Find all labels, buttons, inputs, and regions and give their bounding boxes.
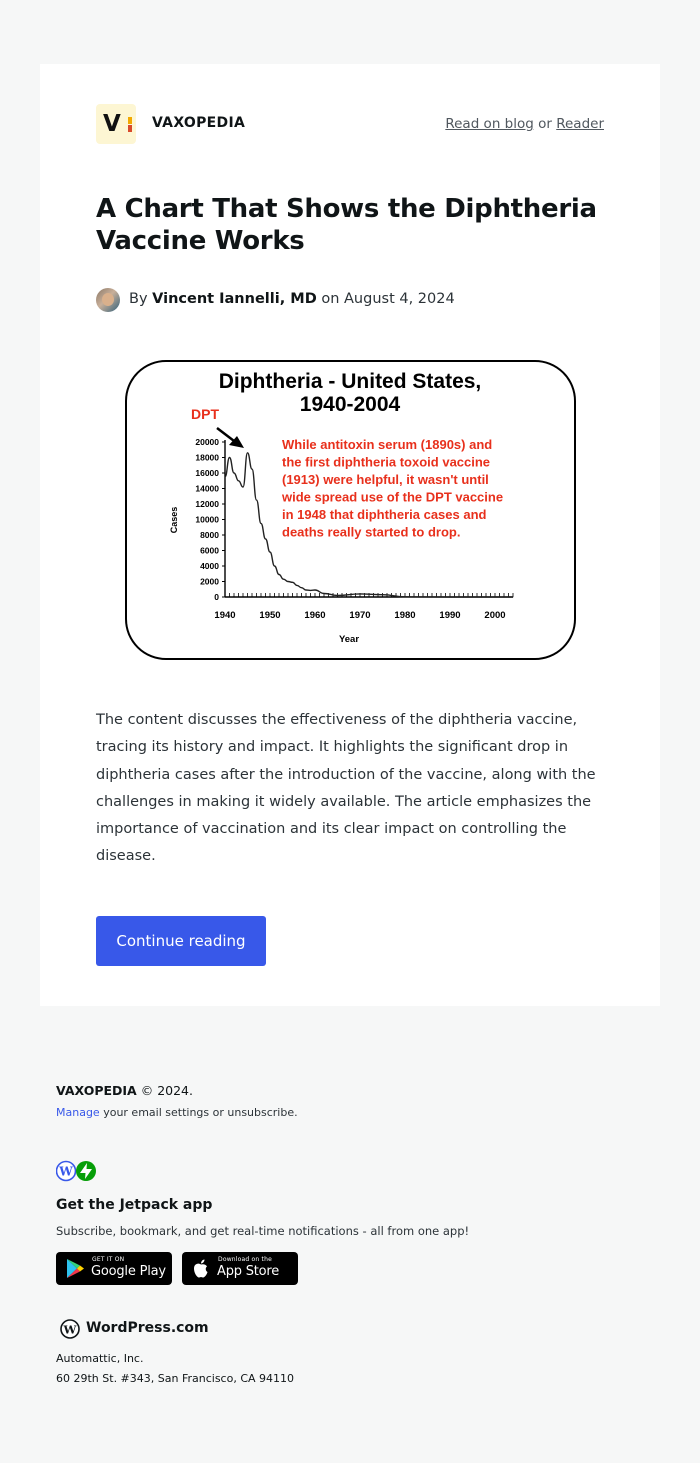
chart-y-label: Cases xyxy=(169,506,179,534)
jetpack-subtitle: Subscribe, bookmark, and get real-time notifications - all from one app! xyxy=(56,1224,470,1238)
company-address: 60 29th St. #343, San Francisco, CA 94110 xyxy=(56,1372,295,1385)
author-name: Vincent Iannelli, MD xyxy=(152,291,317,307)
chart-y-tick-label: 10000 xyxy=(195,514,219,525)
chart-data-point xyxy=(306,590,307,591)
chart-data-point xyxy=(301,587,302,588)
chart-data-point xyxy=(513,597,514,598)
chart-data-point xyxy=(261,523,262,524)
footer-copyright xyxy=(56,1083,193,1098)
footer-manage-line xyxy=(56,1106,298,1119)
manage-rest-text: your email settings or unsubscribe. xyxy=(103,1106,298,1119)
byline-on: on xyxy=(321,291,340,307)
chart-data-point xyxy=(315,590,316,591)
site-logo[interactable] xyxy=(96,104,136,144)
chart-data-point xyxy=(297,585,298,586)
google-play-label: Google Play xyxy=(91,1264,166,1279)
svg-text:W: W xyxy=(59,1164,73,1179)
chart-data-point xyxy=(279,574,280,575)
chart-data-point xyxy=(450,597,451,598)
byline-text xyxy=(129,291,455,307)
app-store-button[interactable] xyxy=(182,1252,298,1285)
post-title[interactable]: A Chart That Shows the Diphtheria Vaccine Works xyxy=(96,194,597,256)
reader-link[interactable]: Reader xyxy=(556,116,604,132)
chart-annotation-line: deaths really started to drop. xyxy=(282,524,461,540)
chart-data-point xyxy=(256,500,257,501)
chart-data-point xyxy=(252,469,253,470)
read-on-blog-link[interactable]: Read on blog xyxy=(445,116,534,132)
chart-y-tick-label: 18000 xyxy=(195,452,219,463)
chart-annotation-line: (1913) were helpful, it wasn't until xyxy=(282,472,489,487)
chart-annotation-line: in 1948 that diphtheria cases and xyxy=(282,507,487,522)
chart-data-point xyxy=(324,593,325,594)
chart-data-point xyxy=(247,452,248,453)
byline-by: By xyxy=(129,291,148,307)
diphtheria-chart xyxy=(125,360,576,660)
footer-site-name[interactable]: VAXOPEDIA xyxy=(56,1083,137,1098)
company-name: Automattic, Inc. xyxy=(56,1352,144,1365)
author-avatar xyxy=(96,288,120,312)
chart-data-point xyxy=(360,594,361,595)
chart-data-point xyxy=(229,457,230,458)
chart-data-point xyxy=(382,594,383,595)
app-store-label: App Store xyxy=(217,1264,280,1279)
site-header xyxy=(96,104,604,144)
chart-data-point xyxy=(495,597,496,598)
google-play-icon xyxy=(65,1258,85,1279)
chart-x-tick-label: 2000 xyxy=(484,610,506,621)
footer-copyright-year: © 2024. xyxy=(140,1083,193,1098)
chart-y-tick-label: 4000 xyxy=(200,561,219,571)
featured-chart-image[interactable] xyxy=(125,360,576,660)
chart-annotation-line: While antitoxin serum (1890s) and xyxy=(282,437,493,452)
email-card xyxy=(40,64,660,1006)
chart-x-tick-label: 1980 xyxy=(394,610,416,621)
manage-link[interactable]: Manage xyxy=(56,1106,100,1119)
continue-reading-button[interactable]: Continue reading xyxy=(96,916,266,966)
wordpress-com-label: WordPress.com xyxy=(86,1320,209,1336)
chart-data-point xyxy=(234,473,235,474)
chart-x-tick-label: 1940 xyxy=(214,610,236,621)
chart-data-point xyxy=(310,590,311,591)
wordpress-logo-icon xyxy=(60,1319,80,1339)
chart-y-tick-label: 2000 xyxy=(200,576,219,587)
chart-data-point xyxy=(288,581,289,582)
chart-data-point xyxy=(292,582,293,583)
chart-y-tick-label: 12000 xyxy=(195,499,219,509)
wordpress-jetpack-icons xyxy=(56,1160,98,1182)
chart-data-point xyxy=(274,566,275,567)
chart-data-point xyxy=(405,596,406,597)
chart-data-point xyxy=(243,487,244,488)
app-store-small: Download on the xyxy=(218,1256,272,1263)
chart-x-label: Year xyxy=(338,634,360,645)
google-play-button[interactable] xyxy=(56,1252,172,1285)
chart-annotation-dpt: DPT xyxy=(191,406,219,422)
chart-x-tick-label: 1960 xyxy=(304,610,326,621)
chart-annotation-line: the first diphtheria toxoid vaccine xyxy=(282,454,491,470)
chart-data-point xyxy=(225,476,226,477)
logo-letter: V xyxy=(103,111,121,137)
chart-y-tick-label: 14000 xyxy=(195,483,219,494)
chart-y-tick-label: 0 xyxy=(214,592,219,602)
site-name[interactable]: VAXOPEDIA xyxy=(152,115,246,131)
chart-y-tick-label: 16000 xyxy=(195,468,219,478)
chart-x-tick-label: 1970 xyxy=(349,610,371,621)
logo-bar-red xyxy=(128,125,132,132)
jetpack-title: Get the Jetpack app xyxy=(56,1197,213,1213)
chart-title-line1: Diphtheria - United States, xyxy=(218,370,482,393)
chart-data-point xyxy=(270,552,271,553)
read-links xyxy=(445,116,604,132)
logo-bar-yellow xyxy=(128,117,132,124)
chart-x-tick-label: 1990 xyxy=(439,610,461,621)
chart-data-point xyxy=(337,595,338,596)
chart-data-point xyxy=(265,538,266,539)
apple-icon xyxy=(191,1258,211,1279)
chart-annotation-line: wide spread use of the DPT vaccine xyxy=(282,489,504,505)
read-links-or: or xyxy=(538,116,552,132)
chart-y-tick-label: 20000 xyxy=(195,437,219,447)
chart-data-point xyxy=(283,579,284,580)
chart-x-tick-label: 1950 xyxy=(259,610,281,621)
google-play-small: GET IT ON xyxy=(92,1256,125,1263)
chart-data-point xyxy=(238,480,239,481)
svg-text:W: W xyxy=(63,1322,77,1337)
chart-y-tick-label: 8000 xyxy=(200,530,219,540)
chart-y-tick-label: 6000 xyxy=(200,545,219,556)
post-date: August 4, 2024 xyxy=(344,291,455,307)
post-excerpt: The content discusses the effectiveness of the diphtheria vaccine, tracing its history and impact. It highlights the significant drop in diphtheria cases after the introduction of the vaccine, along with the challenges in making it widely available. The article emphasizes the importance of vaccination and its clear impact on controlling the disease. xyxy=(96,712,596,865)
chart-title-line2: 1940-2004 xyxy=(299,393,401,416)
